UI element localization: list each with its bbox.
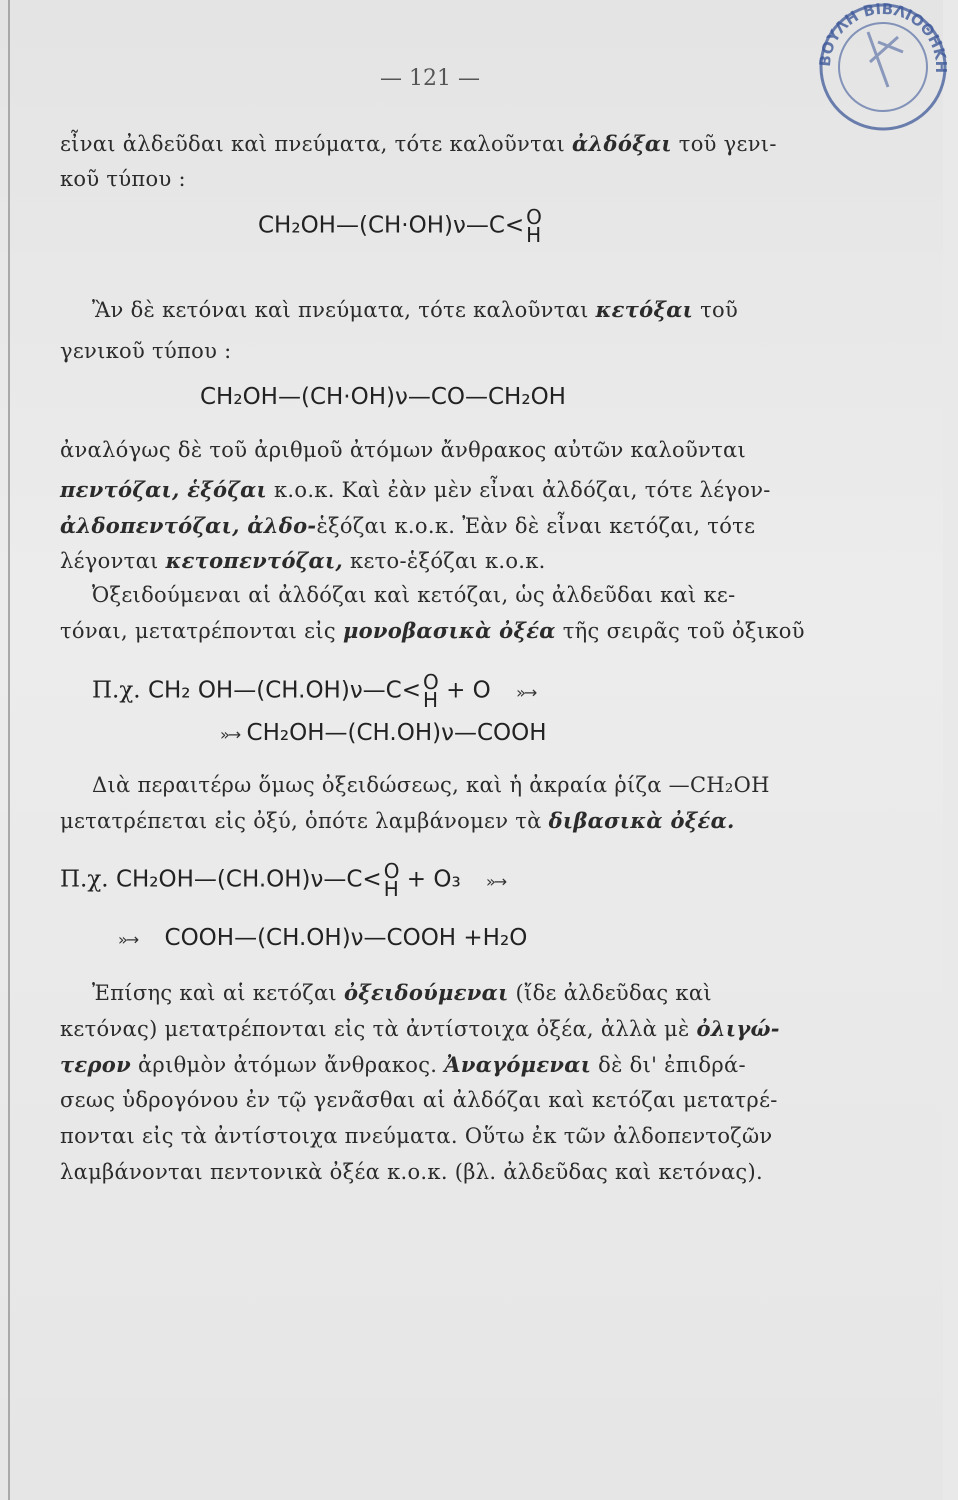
text-line-1: εἶναι ἀλδεῦδαι καὶ πνεύματα, τότε καλοῦνται ἀλδόξαι τοῦ γενι- — [60, 131, 777, 156]
text-line-4: γενικοῦ τύπου : — [60, 339, 232, 363]
page-fold-edge — [8, 0, 10, 1500]
text-line-13: Ἐπίσης καὶ αἱ κετόζαι ὀξειδούμεναι (ἴδε ἀλδεῦδας καὶ — [92, 980, 712, 1005]
text-line-16: σεως ὑδρογόνου ἐν τῷ γενᾶσθαι αἱ ἀλδόζαι καὶ κετόζαι μετατρέ- — [60, 1088, 778, 1112]
text-line-15: τερον ἀριθμὸν ἀτόμων ἄνθρακος. Ἀναγόμεναι δὲ δι' ἐπιδρά- — [60, 1052, 746, 1077]
text-line-18: λαμβάνονται πεντονικὰ ὀξέα κ.ο.κ. (βλ. ἀλδεῦδας καὶ κετόνας). — [60, 1160, 763, 1184]
formula-aldose: CH₂OH—(CH·OH)ν—C< O H — [258, 205, 542, 247]
text-line-12: μετατρέπεται εἰς ὀξύ, ὁπότε λαμβάνομεν τὰ διβασικὰ ὀξέα. — [60, 808, 735, 833]
text-line-7: ἀλδοπεντόζαι, ἀλδο-ἑξόζαι κ.ο.κ. Ἐὰν δὲ εἶναι κετόζαι, τότε — [60, 513, 756, 538]
text-line-17: πονται εἰς τὰ ἀντίστοιχα πνεύματα. Οὕτω ἐκ τῶν ἀλδοπεντοζῶν — [60, 1124, 773, 1148]
formula-oxidation-1: Π.χ. CH₂ OH—(CH.OH)ν—C< O H + O »→ — [92, 670, 536, 712]
formula-product-2: »→ COOH—(CH.OH)ν—COOH +H₂O — [118, 925, 528, 951]
text-line-11: Διὰ περαιτέρω ὅμως ὀξειδώσεως, καὶ ἡ ἀκραία ῥίζα —CH₂OH — [92, 773, 770, 797]
reaction-arrow: »→ — [516, 682, 536, 702]
text-line-14: κετόνας) μετατρέπονται εἰς τὰ ἀντίστοιχα ὀξέα, ἀλλὰ μὲ ὀλιγώ- — [60, 1016, 780, 1041]
reaction-arrow: »→ — [118, 930, 138, 949]
page-number: — 121 — — [380, 66, 480, 91]
formula-oxidation-2: Π.χ. CH₂OH—(CH.OH)ν—C< O H + O₃ »→ — [60, 859, 506, 901]
library-stamp — [808, 0, 958, 142]
text-line-2: κοῦ τύπου : — [60, 167, 186, 191]
formula-ketose: CH₂OH—(CH·OH)ν—CO—CH₂OH — [200, 384, 566, 410]
text-line-9: Ὀξειδούμεναι αἱ ἀλδόζαι καὶ κετόζαι, ὡς ἀλδεῦδαι καὶ κε- — [92, 583, 736, 607]
stamp-text: ΒΟΥΛΗ ΒΙΒΛΙΟΘΗΚΗ — [815, 0, 951, 74]
text-line-6: πεντόζαι, ἑξόζαι κ.ο.κ. Καὶ ἐὰν μὲν εἶναι ἀλδόζαι, τότε λέγον- — [60, 477, 771, 502]
text-line-3: Ἂν δὲ κετόναι καὶ πνεύματα, τότε καλοῦνται κετόξαι τοῦ — [92, 297, 739, 322]
text-line-10: τόναι, μετατρέπονται εἰς μονοβασικὰ ὀξέα τῆς σειρᾶς τοῦ ὀξικοῦ — [60, 618, 805, 643]
formula-product-1: »→ CH₂OH—(CH.OH)ν—COOH — [220, 720, 547, 746]
text-line-5: ἀναλόγως δὲ τοῦ ἀριθμοῦ ἀτόμων ἄνθρακος αὐτῶν καλοῦνται — [60, 438, 747, 462]
text-line-8: λέγονται κετοπεντόζαι, κετο-ἑξόζαι κ.ο.κ. — [60, 548, 546, 573]
reaction-arrow: »→ — [485, 871, 506, 891]
reaction-arrow: »→ — [220, 725, 240, 744]
